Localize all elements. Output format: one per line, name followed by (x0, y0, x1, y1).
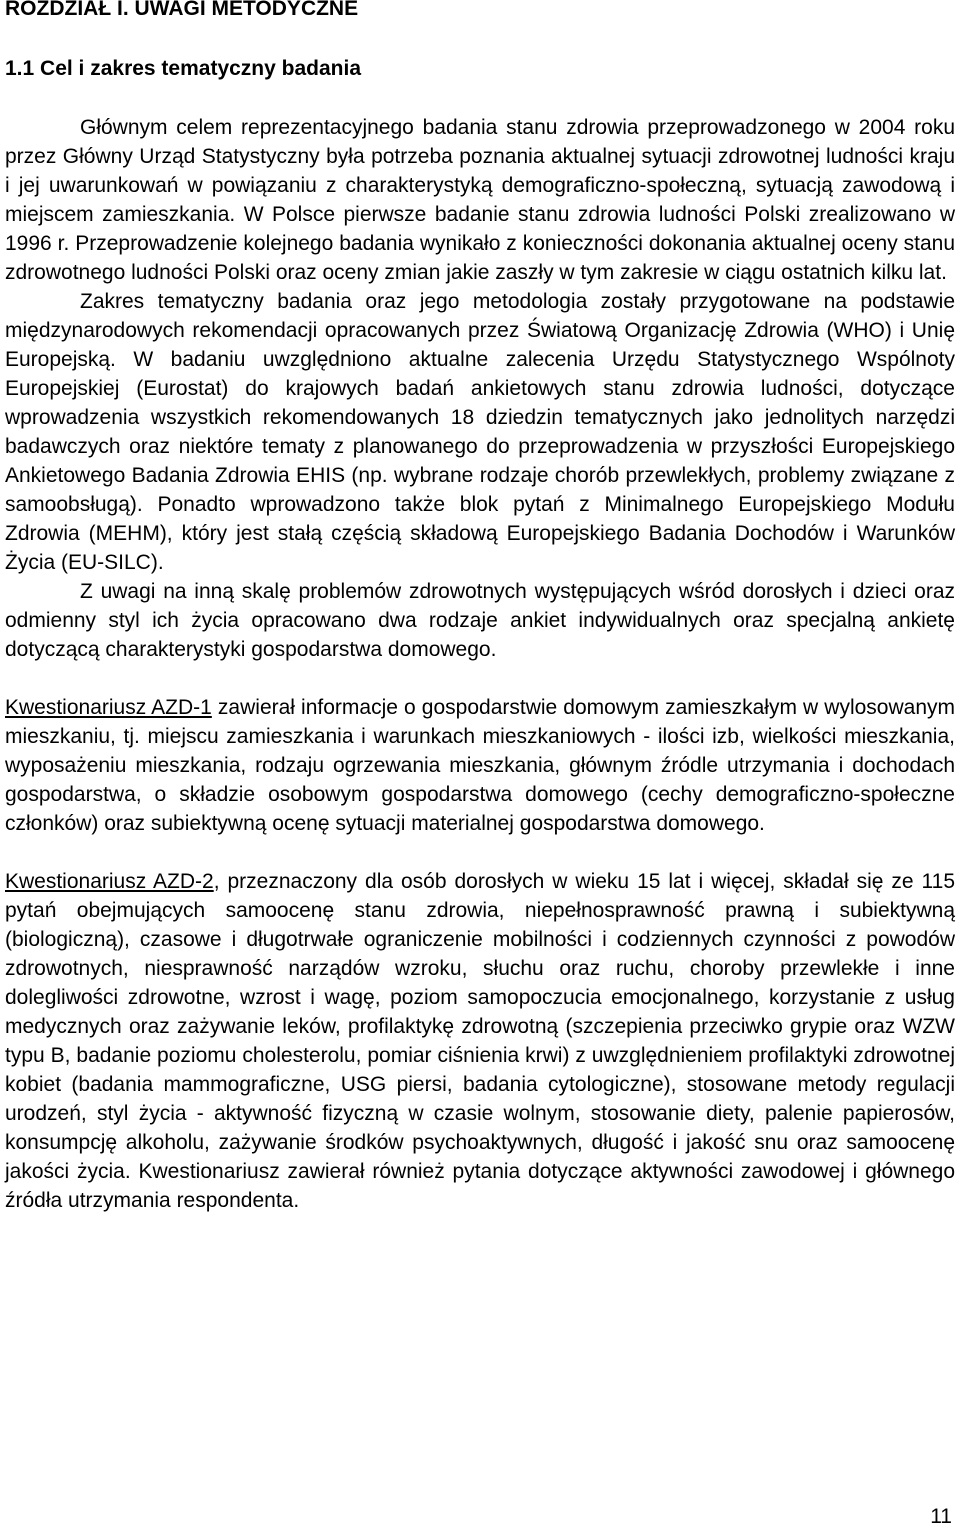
page-number: 11 (930, 1505, 952, 1528)
document-page (5, 0, 955, 1215)
paragraph-1: Głównym celem reprezentacyjnego badania stanu zdrowia przeprowadzonego w 2004 roku przez Główny Urząd Statystyczny była potrzeba poznania aktualnej sytuacji zdrowotnej ludności kraju i jej uwarunkowań w powiązaniu z charakterystyką demograficzno-społeczną, sytuacją zawodową i miejscem zamieszkania. W Polsce pierwsze badanie stanu zdrowia ludności Polski zrealizowano w 1996 r. Przeprowadzenie kolejnego badania wynikało z konieczności dokonania aktualnej oceny stanu zdrowotnego ludności Polski oraz oceny zmian jakie zaszły w tym zakresie w ciągu ostatnich kilku lat. (5, 116, 955, 284)
azd2-label: Kwestionariusz AZD-2 (5, 870, 214, 893)
paragraph-azd2 (5, 867, 955, 1215)
paragraph-azd1 (5, 693, 955, 838)
azd2-text: , przeznaczony dla osób dorosłych w wieku 15 lat i więcej, składał się ze 115 pytań obejmujących samoocenę stanu zdrowia, niepełnosprawność prawną i subiektywną (biologiczną), czasowe i długotrwałe ograniczenie mobilności i codziennych czynności z powodów zdrowotnych, niesprawność narządów wzroku, słuchu oraz ruchu, choroby przewlekłe i inne dolegliwości zdrowotne, wzrost i wagę, poziom samopoczucia emocjonalnego, korzystanie z usług medycznych oraz zażywanie leków, profilaktykę zdrowotną (szczepienia przeciwko grypie oraz WZW typu B, badanie poziomu cholesterolu, pomiar ciśnienia krwi) z uwzględnieniem profilaktyki zdrowotnej kobiet (badania mammograficzne, USG piersi, badania cytologiczne), stosowane metody regulacji urodzeń, styl życia - aktywność fizyczną w czasie wolnym, stosowanie diety, palenie papierosów, konsumpcję alkoholu, zażywanie środków psychoaktywnych, długość i jakość snu oraz samoocenę jakości życia. Kwestionariusz zawierał również pytania dotyczące aktywności zawodowej i głównego źródła utrzymania respondenta. (5, 870, 955, 1212)
azd1-text: zawierał informacje o gospodarstwie domowym zamieszkałym w wylosowanym mieszkaniu, tj. miejscu zamieszkania i warunkach mieszkaniowych - ilości izb, wielkości mieszkania, wyposażeniu mieszkania, rodzaju ogrzewania mieszkania, głównym źródle utrzymania i dochodach gospodarstwa, o składzie osobowym gospodarstwa domowego (cechy demograficzno-społeczne członków) oraz subiektywną ocenę sytuacji materialnej gospodarstwa domowego. (5, 696, 955, 835)
azd1-label: Kwestionariusz AZD-1 (5, 696, 212, 719)
chapter-title: ROZDZIAŁ I. UWAGI METODYCZNE (5, 0, 359, 20)
paragraph-3: Z uwagi na inną skalę problemów zdrowotnych występujących wśród dorosłych i dzieci oraz odmienny styl ich życia opracowano dwa rodzaje ankiet indywidualnych oraz specjalną ankietę dotyczącą charakterystyki gospodarstwa domowego. (5, 580, 955, 661)
section-title: 1.1 Cel i zakres tematyczny badania (5, 57, 362, 80)
paragraph-2: Zakres tematyczny badania oraz jego metodologia zostały przygotowane na podstawie międzynarodowych rekomendacji opracowanych przez Światową Organizację Zdrowia (WHO) i Unię Europejską. W badaniu uwzględniono aktualne zalecenia Urzędu Statystycznego Wspólnoty Europejskiej (Eurostat) do krajowych badań ankietowych stanu zdrowia ludności, dotyczące wprowadzenia wszystkich rekomendowanych 18 dziedzin tematycznych jako jednolitych narzędzi badawczych oraz niektóre tematy z planowanego do przeprowadzenia w przyszłości Europejskiego Ankietowego Badania Zdrowia EHIS (np. wybrane rodzaje chorób przewlekłych, problemy związane z samoobsługą). Ponadto wprowadzono także blok pytań z Minimalnego Europejskiego Modułu Zdrowia (MEHM), który jest stałą częścią składową Europejskiego Badania Dochodów i Warunków Życia (EU-SILC). (5, 290, 955, 574)
